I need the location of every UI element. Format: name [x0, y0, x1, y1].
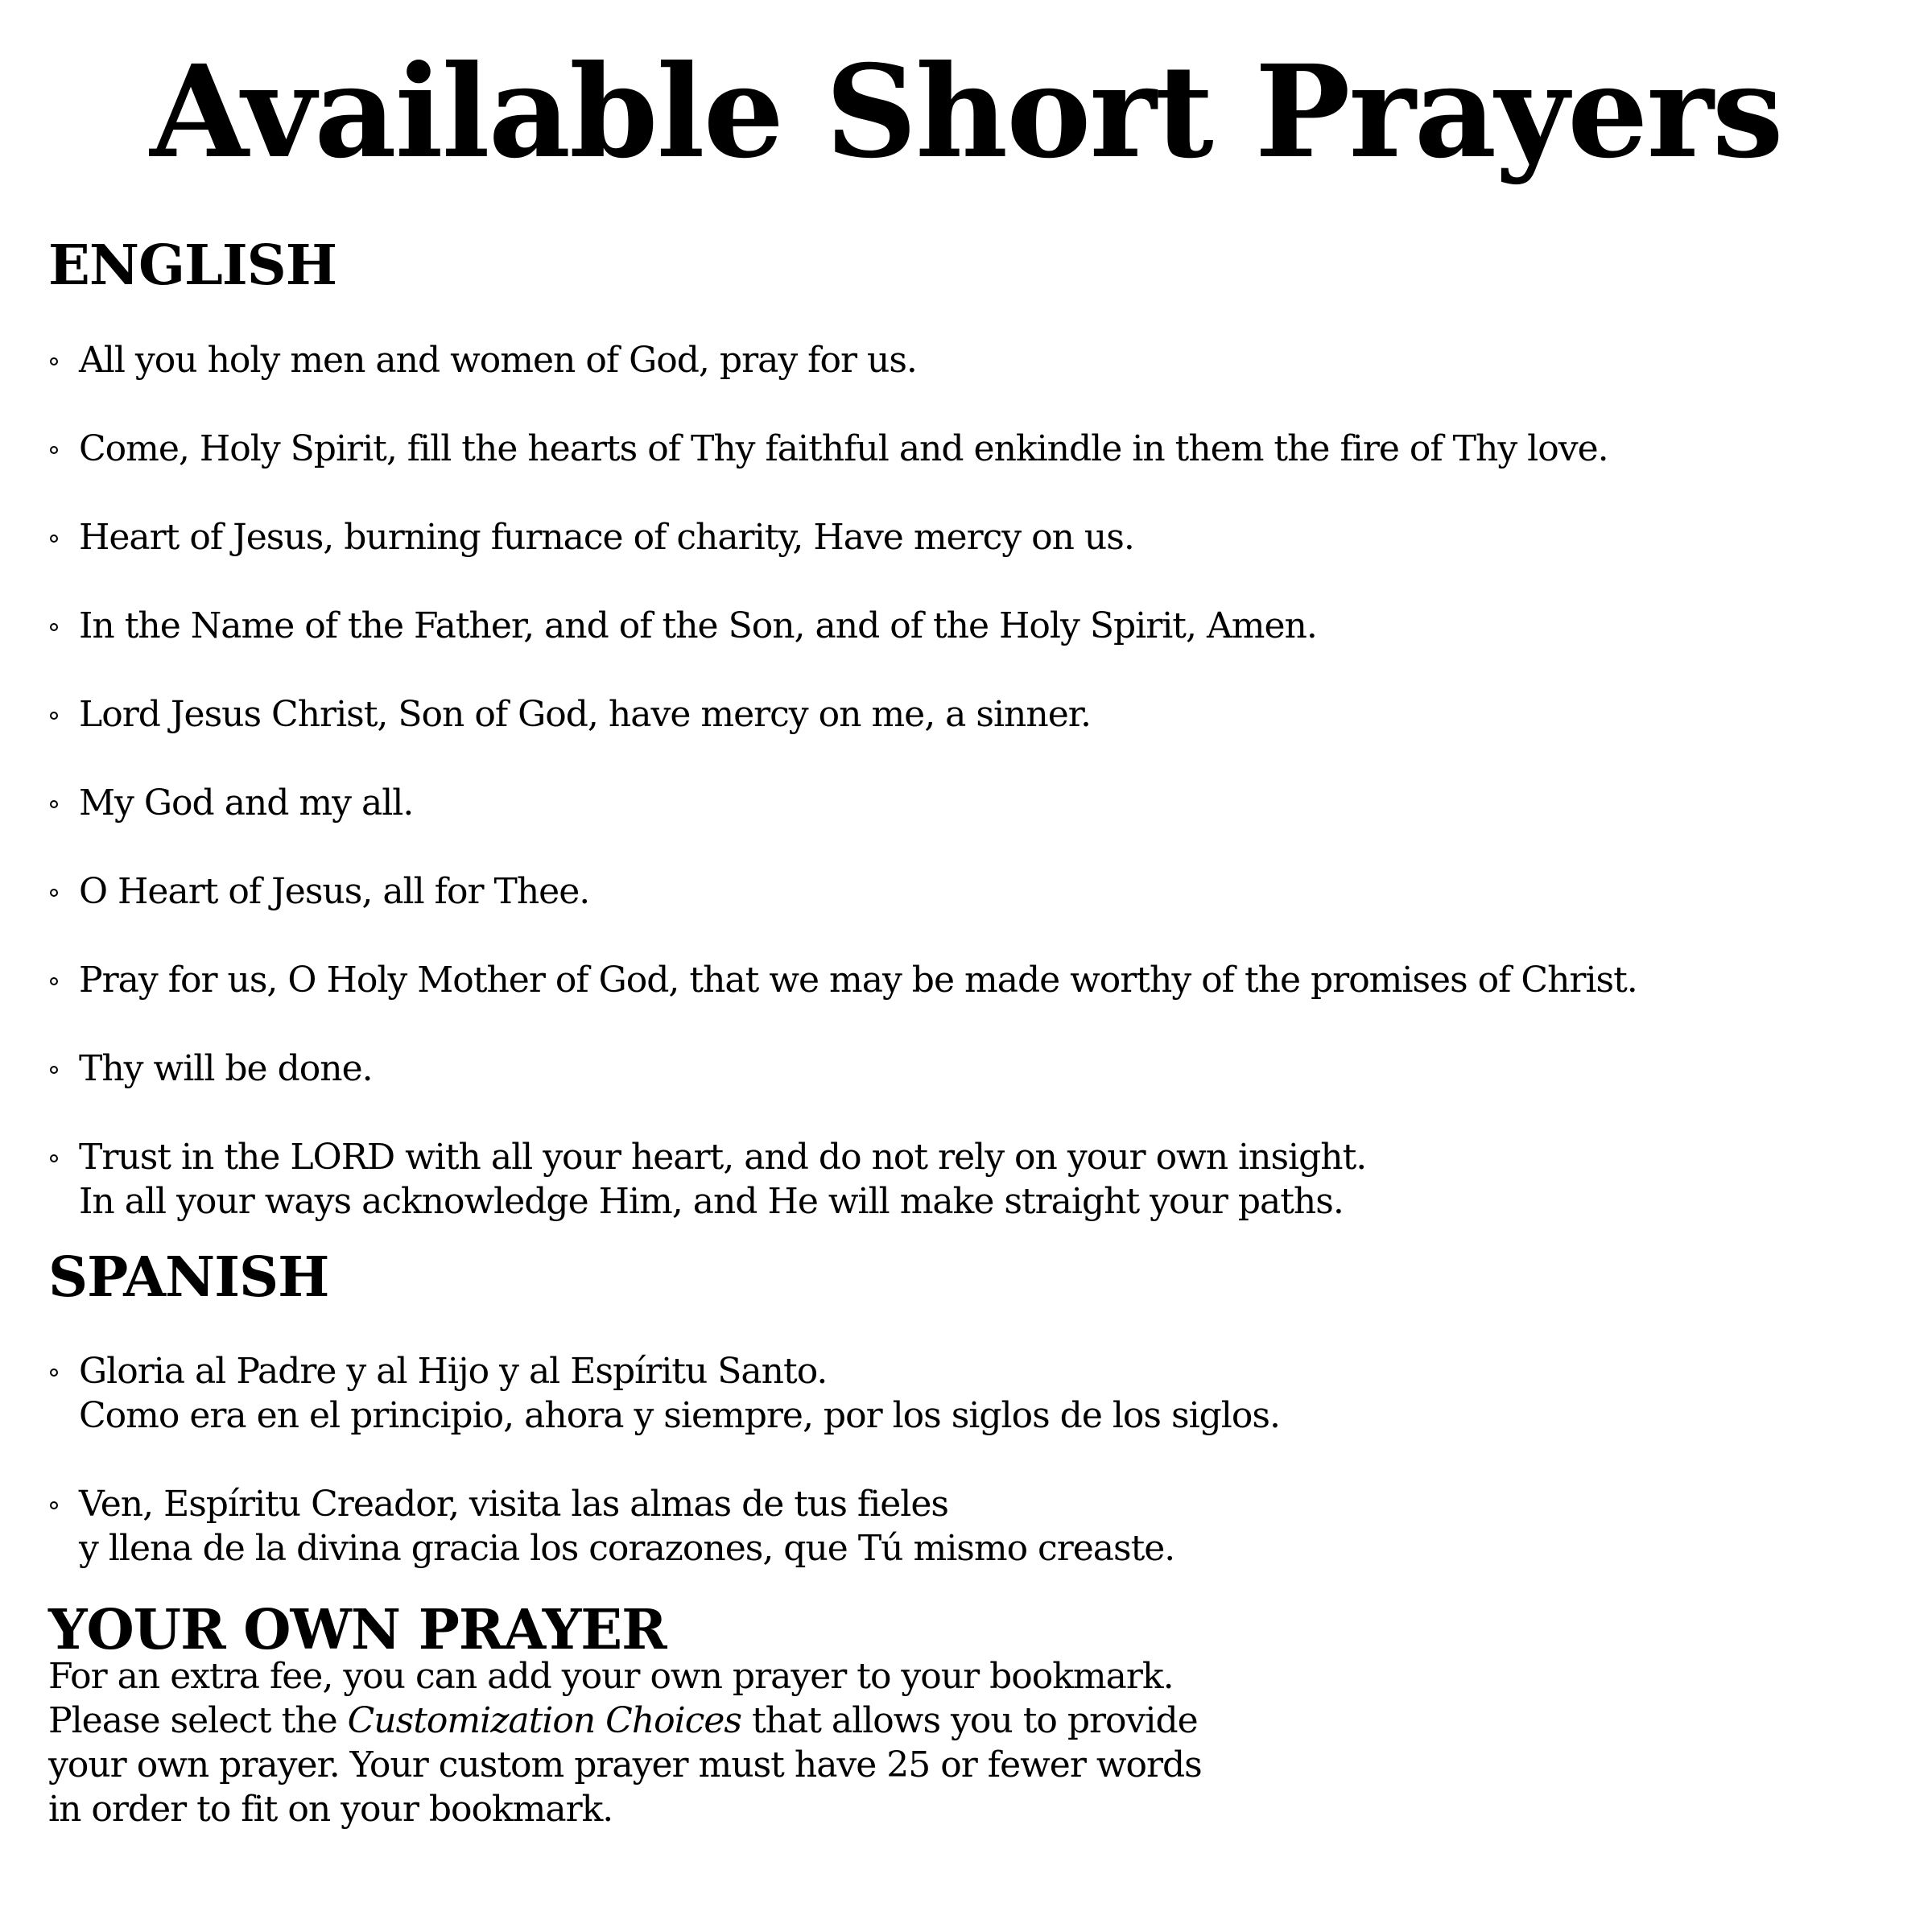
circle-bullet-icon — [50, 623, 58, 631]
prayer-text: All you holy men and women of God, pray for us. — [79, 340, 917, 381]
prayer-text: Pray for us, O Holy Mother of God, that we may be made worthy of the promises of Christ. — [79, 960, 1637, 1001]
section-heading-english: ENGLISH — [48, 233, 337, 298]
prayer-text: Lord Jesus Christ, Son of God, have mercy on me, a sinner. — [79, 694, 1091, 735]
prayer-text-line-2: In all your ways acknowledge Him, and He will make straight your paths. — [79, 1181, 1344, 1222]
circle-bullet-icon — [50, 535, 58, 543]
list-item — [48, 604, 1637, 648]
own-prayer-line-2-start: Please select the — [48, 1700, 348, 1741]
prayer-text: In the Name of the Father, and of the Son, and of the Holy Spirit, Amen. — [79, 605, 1317, 646]
prayer-text-line-1: Trust in the LORD with all your heart, and do not rely on your own insight. — [79, 1137, 1367, 1178]
own-prayer-line-2-end: that allows you to provide — [741, 1700, 1198, 1741]
prayer-text-line-2: Como era en el principio, ahora y siempre, por los siglos de los siglos. — [79, 1395, 1280, 1436]
section-heading-own-prayer: YOUR OWN PRAYER — [48, 1598, 667, 1662]
own-prayer-line-1: For an extra fee, you can add your own prayer to your bookmark. — [48, 1656, 1174, 1697]
own-prayer-description — [48, 1654, 1202, 1831]
customization-choices-emphasis: Customization Choices — [347, 1700, 742, 1741]
prayer-text-line-1: Ven, Espíritu Creador, visita las almas de tus fieles — [79, 1484, 948, 1525]
list-item — [48, 692, 1637, 737]
list-item — [48, 1349, 1280, 1438]
list-item — [48, 338, 1637, 382]
english-prayer-list — [48, 338, 1637, 1224]
circle-bullet-icon — [50, 800, 58, 808]
prayer-text: Come, Holy Spirit, fill the hearts of Thy faithful and enkindle in them the fire of Thy love. — [79, 428, 1608, 469]
circle-bullet-icon — [50, 446, 58, 454]
list-item — [48, 1482, 1280, 1571]
list-item — [48, 781, 1637, 825]
prayer-text: My God and my all. — [79, 782, 414, 824]
list-item — [48, 869, 1637, 914]
list-item — [48, 427, 1637, 471]
list-item — [48, 958, 1637, 1002]
circle-bullet-icon — [50, 1066, 58, 1074]
prayer-text: O Heart of Jesus, all for Thee. — [79, 871, 590, 912]
spanish-prayer-list — [48, 1349, 1280, 1571]
circle-bullet-icon — [50, 712, 58, 720]
circle-bullet-icon — [50, 1154, 58, 1162]
list-item — [48, 515, 1637, 559]
prayer-text: Heart of Jesus, burning furnace of charity, Have mercy on us. — [79, 517, 1134, 558]
prayer-text: Thy will be done. — [79, 1048, 373, 1089]
own-prayer-line-4: in order to fit on your bookmark. — [48, 1789, 613, 1830]
list-item — [48, 1135, 1637, 1224]
prayer-text-line-2: y llena de la divina gracia los corazones, que Tú mismo creaste. — [79, 1528, 1175, 1569]
circle-bullet-icon — [50, 1501, 58, 1509]
list-item — [48, 1046, 1637, 1091]
section-heading-spanish: SPANISH — [48, 1245, 329, 1310]
own-prayer-line-3: your own prayer. Your custom prayer must have 25 or fewer words — [48, 1744, 1202, 1785]
page-title: Available Short Prayers — [150, 38, 1782, 187]
circle-bullet-icon — [50, 889, 58, 897]
circle-bullet-icon — [50, 1368, 58, 1377]
own-prayer-line-2 — [48, 1699, 1202, 1743]
prayer-text-line-1: Gloria al Padre y al Hijo y al Espíritu Santo. — [79, 1351, 828, 1392]
circle-bullet-icon — [50, 357, 58, 365]
circle-bullet-icon — [50, 977, 58, 985]
